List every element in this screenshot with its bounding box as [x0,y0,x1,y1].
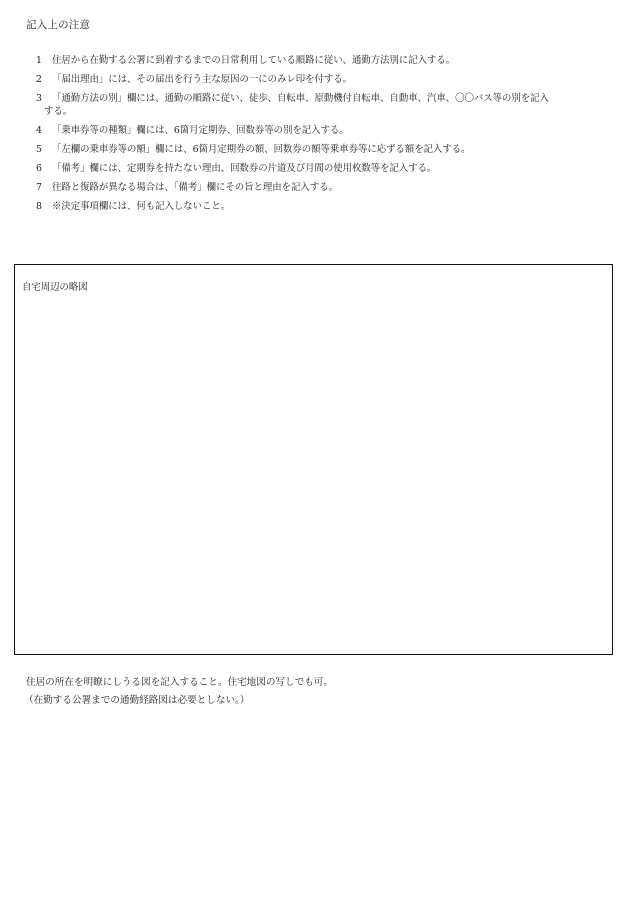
map-box-label: 自宅周辺の略図 [22,282,88,293]
note-text: 往路と復路が異なる場合は、「備考」欄にその旨と理由を記入する。 [52,182,338,193]
note-number: 6 [36,163,42,174]
note-text: 「左欄の乗車券等の額」欄には、6箇月定期券の額、回数券の額等乗車券等に応ずる額を記入する。 [52,144,471,155]
footer-instructions [26,674,333,710]
note-item [36,73,616,86]
note-item [36,143,616,156]
note-text-continuation: する。 [44,106,73,117]
note-item [36,92,616,118]
footer-line: 住居の所在を明瞭にしうる図を記入すること。住宅地図の写しでも可。 [26,677,333,688]
note-item [36,200,616,213]
note-number: 8 [36,201,42,212]
note-item [36,162,616,175]
home-map-drawing-area[interactable] [14,264,613,655]
notes-list [36,54,616,219]
note-item [36,124,616,137]
note-number: 3 [36,93,42,104]
note-text: 「乗車券等の種類」欄には、6箇月定期券、回数券等の別を記入する。 [52,125,349,136]
note-text: 住居から在勤する公署に到着するまでの日常利用している順路に従い、通勤方法別に記入する。 [52,55,456,66]
note-text: 「届出理由」には、その届出を行う主な原因の一にのみレ印を付する。 [52,74,353,85]
note-number: 2 [36,74,42,85]
footer-note: （在勤する公署までの通勤経路図は必要としない。） [24,695,250,706]
note-number: 7 [36,182,42,193]
page-title: 記入上の注意 [26,19,91,31]
note-number: 5 [36,144,42,155]
note-text: ※決定事項欄には、何も記入しないこと。 [52,201,231,212]
note-number: 4 [36,125,42,136]
note-text: 「通勤方法の別」欄には、通勤の順路に従い、徒歩、自転車、原動機付自転車、自動車、汽車、〇〇バス等の別を記入 [52,93,549,104]
note-item [36,54,616,67]
note-number: 1 [36,55,42,66]
note-text: 「備考」欄には、定期券を持たない理由、回数券の片道及び月間の使用枚数等を記入する。 [52,163,437,174]
note-item [36,181,616,194]
